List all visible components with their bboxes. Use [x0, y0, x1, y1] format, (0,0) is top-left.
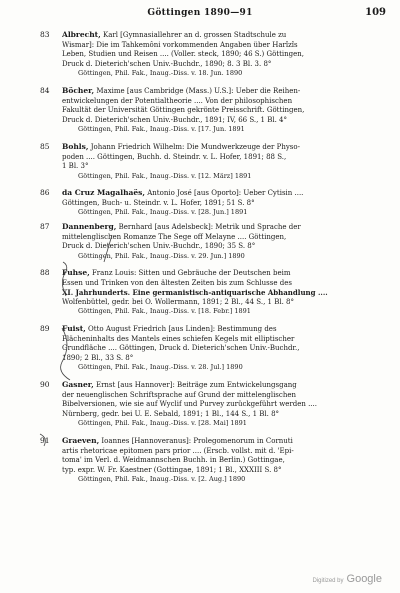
- watermark-prefix: Digitized by: [312, 578, 344, 584]
- entry-body: [62, 324, 388, 363]
- entry-line: Ernst [aus Hannover]: Beiträge zum Entwickelungsgang: [95, 381, 297, 389]
- entry-line: Nürnberg, gedr. bei U. E. Sebald, 1891; 1 Bl., 144 S., 1 Bl. 8°: [62, 409, 280, 418]
- entry-line: Druck d. Dieterich'schen Univ.-Buchdr., 1891; IV, 66 S., 1 Bl. 4°: [62, 115, 288, 124]
- entry-number: 84: [40, 86, 50, 95]
- entry-line: Grundfläche .... Göttingen, Druck d. Dieterich'schen Univ.-Buchdr.,: [62, 344, 300, 353]
- entry-body: [62, 436, 388, 475]
- faculty-note: Göttingen, Phil. Fak., Inaug.-Diss. v. 28. Jul.] 1890: [78, 363, 243, 371]
- entry-number: 89: [40, 324, 50, 333]
- entry-number: 86: [40, 188, 50, 197]
- entry-line: artis rhetoricae epitomen pars prior .... (Erscb. vollst. mit d. 'Epi-: [62, 446, 294, 455]
- entry-body: [62, 142, 388, 172]
- author-name: Gasner,: [62, 380, 94, 389]
- entry-line: toma' im Verl. d. Weidmannschen Buchh. in Berlin.) Gottingae,: [62, 456, 285, 465]
- digitization-watermark: [313, 573, 383, 585]
- entry-number: 83: [40, 30, 50, 39]
- entry-line: Bernhard [aus Adelsbeck]: Metrik und Sprache der: [118, 223, 301, 231]
- author-name: Graeven,: [62, 436, 100, 445]
- author-name: Fuhse,: [62, 268, 90, 277]
- entry-body: [62, 188, 388, 208]
- faculty-note: Göttingen, Phil. Fak., Inaug.-Diss. v. 18. Jun. 1890: [78, 69, 243, 77]
- entry-number: 90: [40, 380, 50, 389]
- entry-line: der neuenglischen Schriftsprache auf Grund der mittelenglischen: [62, 390, 296, 399]
- entry-line: Druck d. Dieterich'schen Univ.-Buchdr., 1890; 8. 3 Bl. 3. 8°: [62, 59, 272, 68]
- faculty-note: Göttingen, Phil. Fak., Inaug.-Diss. v. [17. Jun. 1891: [78, 125, 245, 133]
- faculty-note: Göttingen, Phil. Fak., Inaug.-Diss. v. [2. Aug.] 1890: [78, 475, 246, 483]
- entry-line: Ioannes [Hannoveranus]: Prolegomenorum in Cornuti: [101, 437, 293, 445]
- entry-line: XI. Jahrhunderts. Eine germanistisch-antiquarische Abhandlung ....: [62, 288, 328, 298]
- entry-body: [62, 222, 388, 252]
- faculty-note: Göttingen, Phil. Fak., Inaug.-Diss. v. [18. Febr.] 1891: [78, 307, 251, 315]
- entry-line: 1 Bl. 3°: [62, 162, 89, 171]
- entry-body: [62, 86, 388, 125]
- faculty-note: Göttingen, Phil. Fak., Inaug.-Diss. v. [12. März] 1891: [78, 172, 252, 180]
- entry-body: [62, 268, 388, 307]
- entry-line: Antonio José [aus Oporto]: Ueber Cytisin ....: [147, 189, 304, 197]
- entry-line: 1890; 2 Bl., 33 S. 8°: [62, 353, 134, 362]
- running-header: [0, 6, 400, 22]
- author-name: da Cruz Magalhaës,: [62, 188, 145, 197]
- entry-line: mittelenglischen Romanze The Sege off Melayne .... Göttingen,: [62, 232, 287, 241]
- entry-number: 88: [40, 268, 50, 277]
- entry-line: Fakultät der Universität Göttingen gekrönte Preisschrift. Göttingen,: [62, 106, 305, 115]
- entry-line: Bibelversionen, wie sie auf Wyclif und Purvey zurückgeführt werden ....: [62, 400, 317, 409]
- entry-line: Flächeninhalts des Mantels eines schiefen Kegels mit elliptischer: [62, 334, 295, 343]
- entry-line: Johann Friedrich Wilhelm: Die Mundwerkzeuge der Physo-: [90, 143, 300, 151]
- page-number: 109: [365, 7, 386, 18]
- faculty-note: Göttingen, Phil. Fak., Inaug.-Diss. v. 29. Jun.] 1890: [78, 252, 245, 260]
- google-logo: Google: [346, 573, 382, 585]
- entry-line: Essen und Trinken von den ältesten Zeiten bis zum Schlusse des: [62, 278, 292, 287]
- entry-line: poden .... Göttingen, Buchh. d. Steindr. v. L. Hofer, 1891; 88 S.,: [62, 152, 287, 161]
- author-name: Böcher,: [62, 86, 95, 95]
- author-name: Albrecht,: [62, 30, 101, 39]
- author-name: Fuist,: [62, 324, 86, 333]
- entry-body: [62, 30, 388, 69]
- faculty-note: Göttingen, Phil. Fak., Inaug.-Diss. v. [28. Jun.] 1891: [78, 208, 248, 216]
- entry-line: Wolfenbüttel, gedr. bei O. Wollermann, 1891; 2 Bl., 44 S., 1 Bl. 8°: [62, 297, 294, 306]
- entry-line: Franz Louis: Sitten und Gebräuche der Deutschen beim: [91, 269, 291, 277]
- entry-number: 87: [40, 222, 50, 231]
- entry-line: Druck d. Dieterich'schen Univ.-Buchdr., 1890; 35 S. 8°: [62, 242, 256, 251]
- entry-line: Otto August Friedrich [aus Linden]: Bestimmung des: [88, 325, 277, 333]
- entry-number: 91: [40, 436, 50, 445]
- entry-line: typ. expr. W. Fr. Kaestner (Gottingae, 1891; 1 Bl., XXXIII S. 8°: [62, 465, 282, 474]
- faculty-note: Göttingen, Phil. Fak., Inaug.-Diss. v. [28. Mai] 1891: [78, 419, 247, 427]
- entry-body: [62, 380, 388, 419]
- entry-line: Leben, Studien und Reisen .... (Voller. steck, 1890; 46 S.) Göttingen,: [62, 50, 305, 59]
- page-running-title: Göttingen 1890—91: [147, 8, 253, 18]
- entry-line: Göttingen, Buch- u. Steindr. v. L. Hofer, 1891; 51 S. 8°: [62, 198, 255, 207]
- entry-line: Wismar]: Die im Tahkemôni vorkommenden Angaben über Harîzîs: [62, 40, 298, 49]
- entry-line: Karl [Gymnasiallehrer an d. grossen Stadtschule zu: [102, 31, 287, 39]
- entry-number: 85: [40, 142, 50, 151]
- author-name: Dannenberg,: [62, 222, 117, 231]
- entry-line: entwickelungen der Potentialtheorie .... Von der philosophischen: [62, 96, 293, 105]
- entry-line: Maxime [aus Cambridge (Mass.) U.S.]: Ueber die Reihen-: [96, 87, 301, 95]
- author-name: Bohls,: [62, 142, 89, 151]
